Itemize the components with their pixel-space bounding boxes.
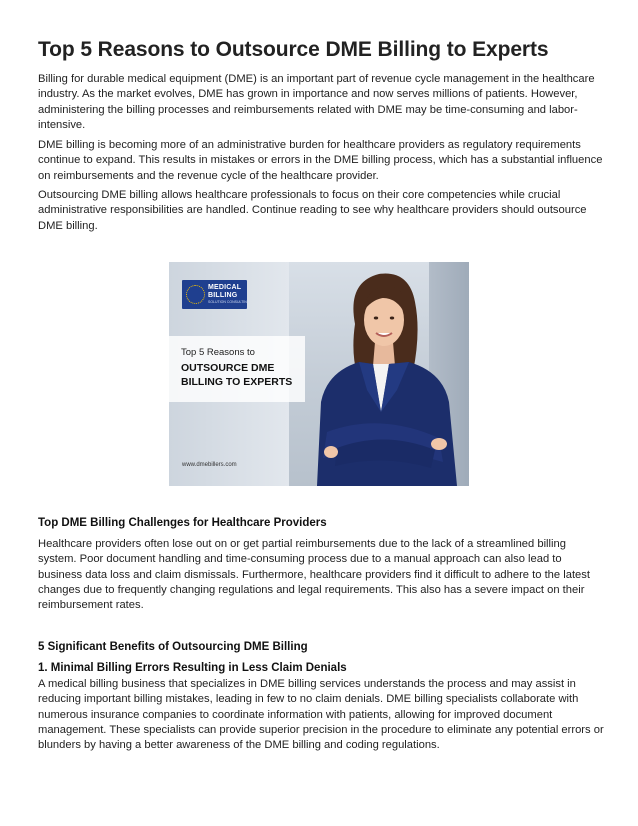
- benefit-1-title: 1. Minimal Billing Errors Resulting in Less Claim Denials: [38, 662, 347, 674]
- logo-line-1: MEDICAL: [208, 284, 242, 291]
- hero-headline-panel: [169, 336, 305, 402]
- challenges-heading: Top DME Billing Challenges for Healthcare Providers: [38, 517, 327, 529]
- businesswoman-illustration: [297, 262, 469, 486]
- eu-stars-icon: [186, 285, 205, 304]
- challenges-paragraph: Healthcare providers often lose out on or get partial reimbursements due to the lack of a streamlined billing system. Poor document handling and time-consuming process due to a manual approach can also lead to business data loss and claim dismissals. Furthermore, healthcare providers find it difficult to adhere to the latest changes due to frequently changing regulations and legal requirements. This also has a severe impact on their reimbursement rates.: [38, 538, 590, 612]
- logo-subtitle: SOLUTION CONSULTING: [208, 300, 250, 304]
- hero-banner-image: [169, 262, 469, 486]
- hero-headline-line-3: BILLING TO EXPERTS: [181, 376, 293, 388]
- benefits-heading: 5 Significant Benefits of Outsourcing DME Billing: [38, 641, 308, 653]
- page-title: Top 5 Reasons to Outsource DME Billing to Experts: [38, 38, 549, 61]
- medical-billing-logo: [182, 280, 250, 309]
- hero-headline-line-1: Top 5 Reasons to: [181, 347, 255, 358]
- benefit-1-paragraph: A medical billing business that specializes in DME billing services understands the process and may assist in reducing important billing mistakes, leading in few to no claim denials. DME billing specialists collaborate with numerous insurance companies to coordinate information with patients, allowing for improved document management. These specialists can provide superior precision in the procedure to eliminate any potential errors or blunders by having a better awareness of the DME billing and coding regulations.: [38, 678, 604, 752]
- intro-paragraph-3: Outsourcing DME billing allows healthcare professionals to focus on their core competencies while crucial administrative responsibilities are handled. Continue reading to see why healthcare providers should outsource DME billing.: [38, 189, 587, 232]
- intro-paragraph-1: Billing for durable medical equipment (DME) is an important part of revenue cycle management in the healthcare industry. As the market evolves, DME has grown in importance and now serves millions of patients. However, administering the billing processes and reimbursements related with DME may be time-consuming and labor-intensive.: [38, 73, 595, 131]
- hero-website: www.dmebillers.com: [182, 462, 237, 468]
- logo-line-2: BILLING: [208, 291, 238, 299]
- intro-paragraph-2: DME billing is becoming more of an administrative burden for healthcare providers as regulatory requirements continue to expand. This results in mistakes or errors in the DME billing process, which has a substantial influence on reimbursements and the revenue cycle of the healthcare provider.: [38, 139, 603, 182]
- hero-headline-line-2: OUTSOURCE DME: [181, 362, 275, 374]
